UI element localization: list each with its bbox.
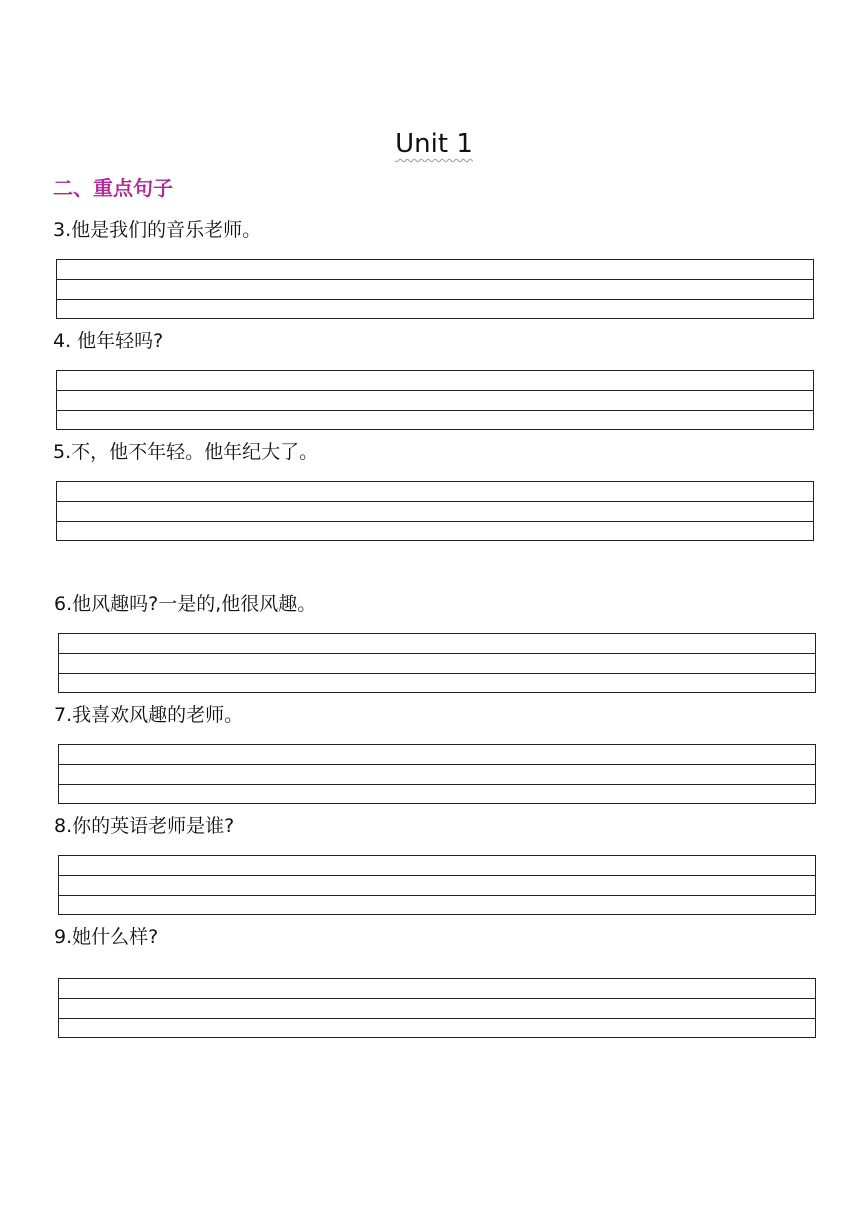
writing-line <box>57 501 813 502</box>
writing-line <box>57 299 813 300</box>
writing-line <box>59 653 815 654</box>
writing-line <box>59 673 815 674</box>
question-prompt-4: 4. 他年轻吗? <box>53 330 164 352</box>
question-prompt-5: 5.不，他不年轻。他年纪大了。 <box>53 441 319 463</box>
writing-line <box>59 1018 815 1019</box>
answer-lines-9[interactable] <box>58 978 816 1038</box>
question-prompt-9: 9.她什么样? <box>54 926 159 948</box>
question-prompt-7: 7.我喜欢风趣的老师。 <box>54 704 244 726</box>
writing-line <box>59 764 815 765</box>
writing-line <box>57 521 813 522</box>
writing-line <box>59 895 815 896</box>
writing-line <box>59 998 815 999</box>
section-heading: 二、重点句子 <box>53 176 173 200</box>
writing-line <box>57 390 813 391</box>
page-title <box>0 126 868 162</box>
page-title-text: Unit 1 <box>395 129 473 159</box>
answer-lines-5[interactable] <box>56 481 814 541</box>
question-prompt-3: 3.他是我们的音乐老师。 <box>53 219 262 241</box>
writing-line <box>59 875 815 876</box>
question-prompt-6: 6.他风趣吗?一是的,他很风趣。 <box>54 593 317 615</box>
writing-line <box>57 279 813 280</box>
writing-line <box>57 410 813 411</box>
answer-lines-6[interactable] <box>58 633 816 693</box>
answer-lines-4[interactable] <box>56 370 814 430</box>
answer-lines-3[interactable] <box>56 259 814 319</box>
writing-line <box>59 784 815 785</box>
answer-lines-8[interactable] <box>58 855 816 915</box>
answer-lines-7[interactable] <box>58 744 816 804</box>
question-prompt-8: 8.你的英语老师是谁? <box>54 815 235 837</box>
